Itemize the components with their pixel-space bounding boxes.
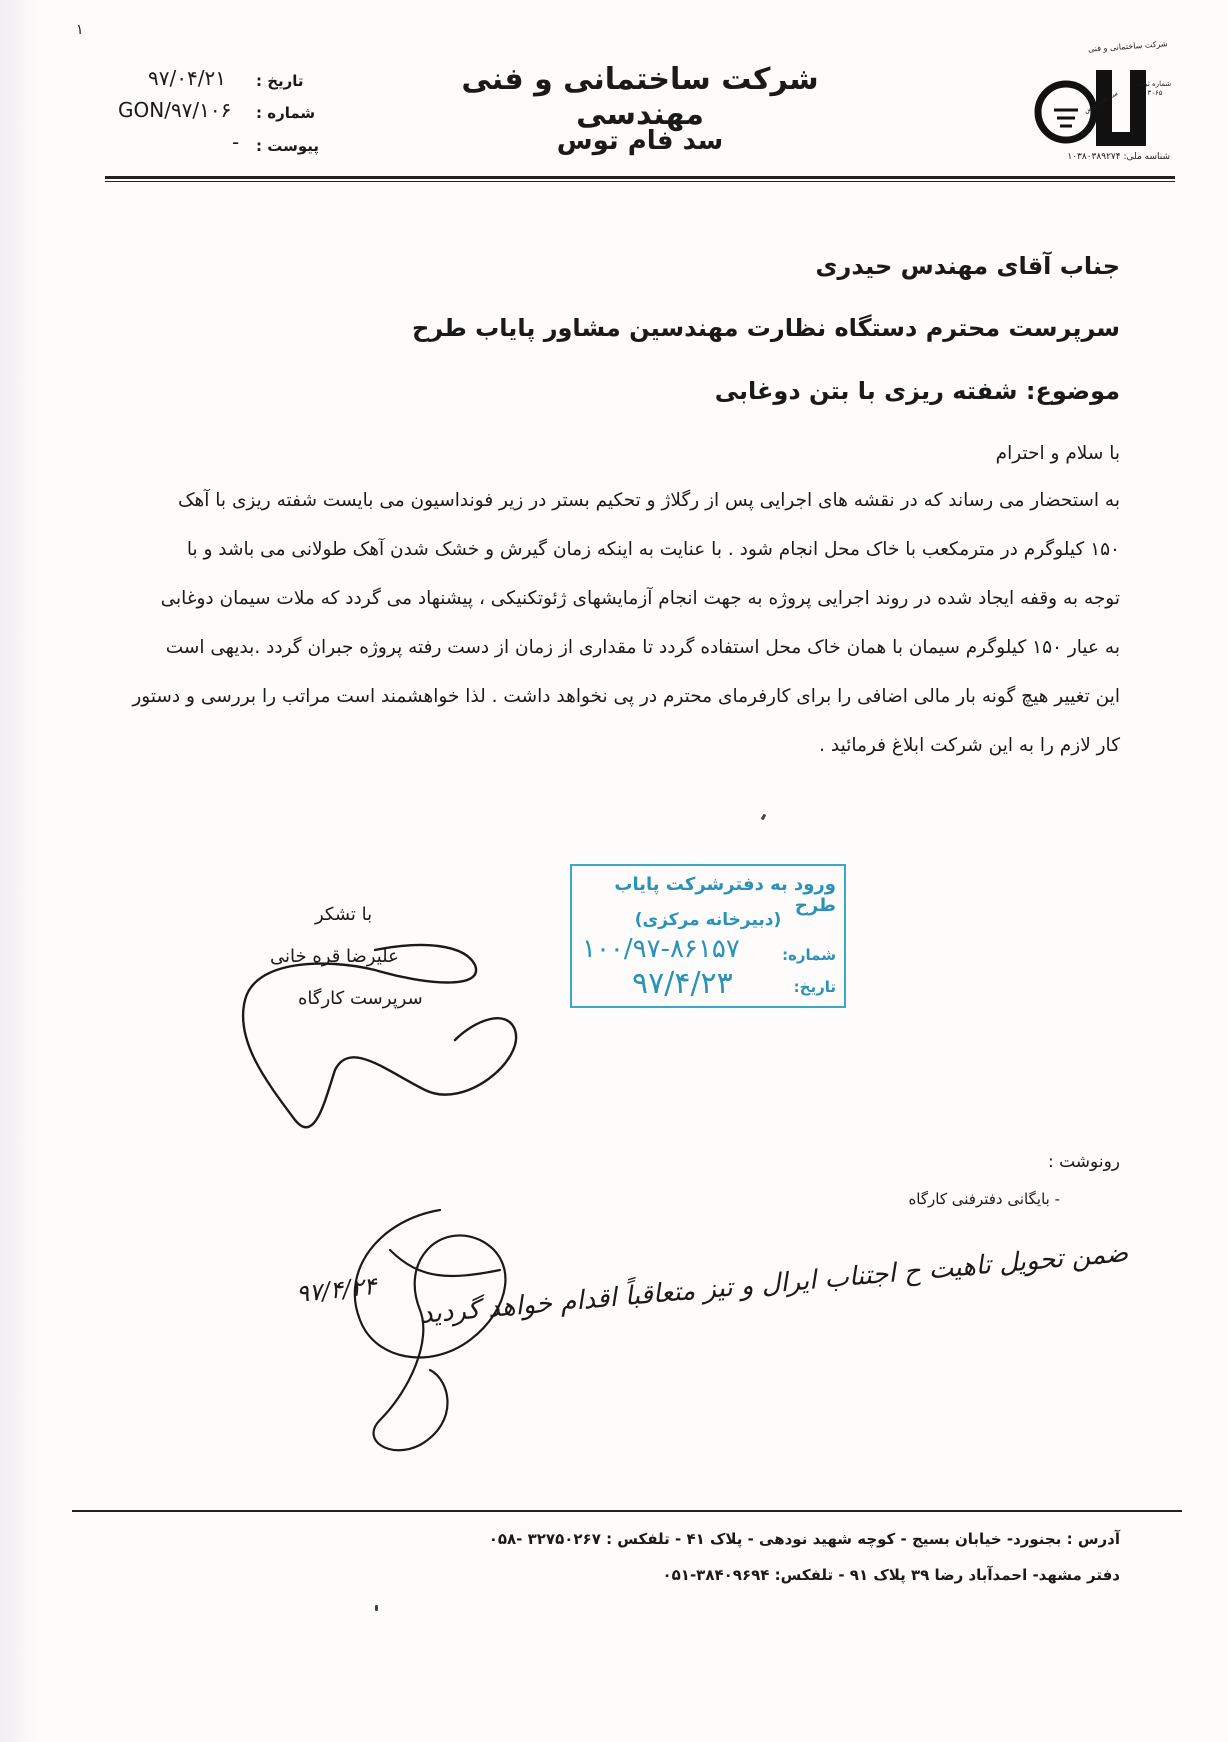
cc-label: رونوشت :: [1047, 1152, 1120, 1172]
cc-item: - بایگانی دفترفنی کارگاه: [908, 1190, 1060, 1208]
date-value: ۹۷/۰۴/۲۱: [148, 66, 226, 90]
footer-address-bojnurd: آدرس : بجنورد- خیابان بسیج - کوچه شهید نودهی - پلاک ۴۱ - تلفکس : ۳۲۷۵۰۲۶۷ -۰۵۸: [488, 1530, 1120, 1548]
body-line: ۱۵۰ کیلوگرم در مترمکعب با خاک محل انجام شود . با عنایت به اینکه زمان گیرش و خشک شدن آهک طولانی می باشد و با: [186, 539, 1120, 560]
body-line: کار لازم را به این شرکت ابلاغ فرمائید .: [819, 735, 1120, 756]
body-line: به استحضار می رساند که در نقشه های اجرایی پس از رگلاژ و تحکیم بستر در زیر فونداسیون می بایست شفته ریزی با آهک: [177, 490, 1120, 511]
date-label: تاریخ :: [256, 72, 304, 90]
stamp-number-value: ۱۰۰/۹۷-۸۶۱۵۷: [582, 934, 740, 964]
stamp-title: ورود به دفترشرکت پایاب طرح: [614, 874, 836, 916]
logo-reg-text: شماره ثبت ۳۰۶۵: [1138, 80, 1172, 97]
footer-address-mashhad: دفتر مشهد- احمدآباد رضا ۳۹ پلاک ۹۱ - تلفکس: ۳۸۴۰۹۶۹۴-۰۵۱: [662, 1566, 1120, 1584]
letter-subject: موضوع: شفته ریزی با بتن دوغابی: [714, 377, 1120, 405]
body-line: به عیار ۱۵۰ کیلوگرم سیمان با همان خاک محل استفاده گردد تا مقداری از زمان از دست رفته پروژه جبران گردد .بدیهی است: [165, 637, 1120, 658]
signature-scribble: [225, 930, 545, 1150]
handwritten-date: ۹۷/۴/۲۴: [294, 1271, 378, 1309]
scan-speck: [761, 814, 767, 821]
signature-role: سرپرست کارگاه: [298, 988, 423, 1009]
scan-edge-tint: [0, 0, 40, 1742]
signature-thanks: با تشکر: [315, 904, 373, 925]
handwritten-note: ضمن تحویل تاهیت ح اجتناب ایرال و تیز متعاقباً اقدام خواهد گردید: [419, 1238, 1130, 1330]
page-marker: ۱: [76, 22, 84, 38]
stamp-subtitle: (دبیرخانه مرکزی): [634, 910, 782, 930]
number-value: GON/۹۷/۱۰۶: [118, 98, 232, 122]
footer-rule: [72, 1510, 1182, 1512]
signature-name: علیرضا قره خانی: [270, 946, 399, 967]
greeting: با سلام و احترام: [995, 443, 1120, 464]
number-label: شماره :: [256, 104, 316, 122]
company-name: شرکت ساختمانی و فنی مهندسی: [461, 62, 819, 132]
scan-speck: [375, 1605, 378, 1611]
stamp-date-value: ۹۷/۴/۲۳: [632, 966, 733, 1001]
logo-mid-text: سد فام توس: [1082, 89, 1120, 115]
header-rule: [105, 176, 1175, 179]
header-rule-thin: [105, 181, 1175, 182]
addressee-title: سرپرست محترم دستگاه نظارت مهندسین مشاور پایاب طرح: [411, 314, 1120, 342]
stamp-number-label: شماره:: [782, 946, 836, 964]
body-line: توجه به وقفه ایجاد شده در روند اجرایی پروژه به جهت انجام آزمایشهای ژئوتکنیکی ، پیشنهاد می گردد که ملات سیمان دوغابی: [160, 588, 1120, 609]
company-logo: [1032, 40, 1172, 170]
attachment-label: پیوست :: [256, 137, 320, 155]
attachment-value: -: [232, 130, 240, 154]
logo-national-id: شناسه ملی: ۱۰۳۸۰۳۸۹۲۷۴: [1067, 152, 1170, 162]
body-line: این تغییر هیچ گونه بار مالی اضافی را برای کارفرمای محترم در پی نخواهد داشت . لذا خواهشمند است مراتب را بررسی و دستور: [132, 686, 1120, 707]
stamp-date-label: تاریخ:: [793, 978, 836, 996]
entry-stamp: [570, 864, 846, 1008]
addressee-name: جناب آقای مهندس حیدری: [815, 252, 1120, 280]
logo-top-text: شرکت ساختمانی و فنی: [1088, 39, 1169, 54]
company-subtitle: سد فام توس: [556, 126, 724, 156]
